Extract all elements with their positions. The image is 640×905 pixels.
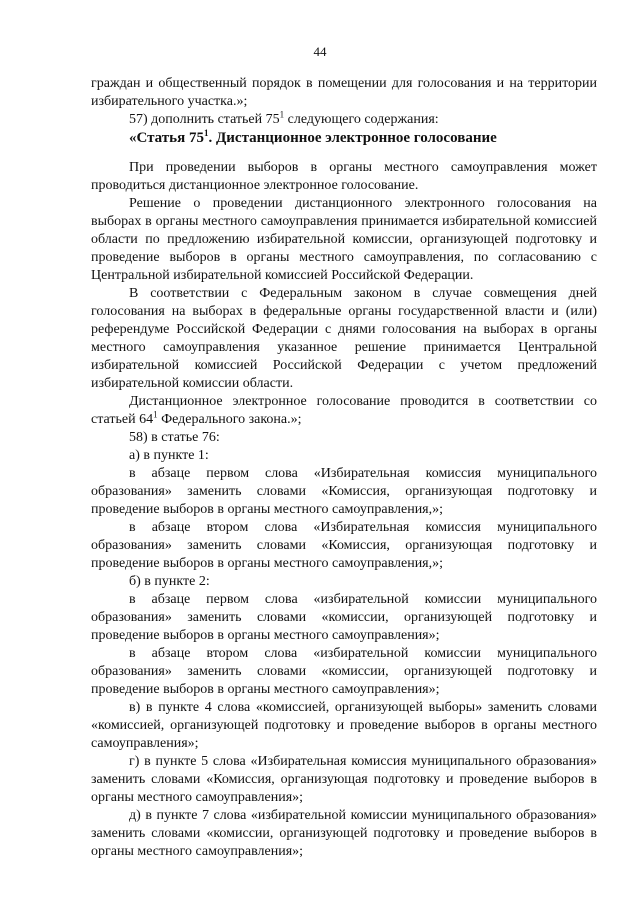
paragraph-item-b-1: в абзаце первом слова «избирательной комиссии муниципального образования» заменить словами «комиссии, организующей подготовку и проведение выборов в органы местного самоуправления»; xyxy=(91,592,597,643)
text-part: Федерального закона.»; xyxy=(157,412,302,427)
paragraph-amendment-57 xyxy=(91,111,597,129)
superscript: 1 xyxy=(279,109,285,120)
text-part: 57) дополнить статьей 75 xyxy=(129,112,280,127)
superscript: 1 xyxy=(203,128,209,138)
text-part: следующего содержания: xyxy=(284,112,439,127)
paragraph-article-4 xyxy=(91,393,597,429)
paragraph-continuation: граждан и общественный порядок в помещении для голосования и на территории избирательного участка.»; xyxy=(91,76,597,109)
paragraph-article-3: В соответствии с Федеральным законом в случае совмещения дней голосования на выборах в федеральные органы государственной власти и (или) референдуме Российской Федерации с днями голосования на выборах в органы местного самоуправления указанное решение принимается Центральной избирательной комиссией Российской Федерации с учетом предложений избирательной комиссии области. xyxy=(91,286,597,391)
paragraph-item-b-2: в абзаце втором слова «избирательной комиссии муниципального образования» заменить словами «комиссии, организующей подготовку и проведение выборов в органы местного самоуправления»; xyxy=(91,646,597,697)
paragraph-item-b: б) в пункте 2: xyxy=(129,574,210,589)
paragraph-item-a-1: в абзаце первом слова «Избирательная комиссия муниципального образования» заменить словами «Комиссия, организующая подготовку и проведение выборов в органы местного самоуправления,»; xyxy=(91,466,597,517)
paragraph-item-a: а) в пункте 1: xyxy=(129,448,209,463)
text-part: Дистанционное электронное голосование проводится в соответствии со статьей 64 xyxy=(91,394,597,427)
heading-part: . Дистанционное электронное голосование xyxy=(208,130,497,146)
paragraph-item-d: д) в пункте 7 слова «избирательной комиссии муниципального образования» заменить словами «комиссии, организующей подготовку и проведение выборов в органы местного самоуправления»; xyxy=(91,808,597,859)
paragraph-article-1: При проведении выборов в органы местного самоуправления может проводиться дистанционное электронное голосование. xyxy=(91,160,597,193)
heading-part: «Статья 75 xyxy=(129,130,204,146)
paragraph-item-g: г) в пункте 5 слова «Избирательная комиссия муниципального образования» заменить словами «Комиссия, организующая подготовку и проведение выборов в органы местного самоуправления»; xyxy=(91,754,597,805)
superscript: 1 xyxy=(153,409,158,420)
paragraph-amendment-58: 58) в статье 76: xyxy=(129,430,220,445)
paragraph-item-v: в) в пункте 4 слова «комиссией, организующей выборы» заменить словами «комиссией, организующей подготовку и проведение выборов в органы местного самоуправления»; xyxy=(91,700,597,751)
paragraph-article-2: Решение о проведении дистанционного электронного голосования на выборах в органы местного самоуправления принимается избирательной комиссией области по предложению избирательной комиссии, организующей подготовку и проведение выборов в органы местного самоуправления, по согласованию с Центральной избирательной комиссией Российской Федерации. xyxy=(91,196,597,283)
document-body xyxy=(91,75,597,861)
page-number: 44 xyxy=(313,44,327,59)
paragraph-item-a-2: в абзаце втором слова «Избирательная комиссия муниципального образования» заменить словами «Комиссия, организующая подготовку и проведение выборов в органы местного самоуправления,»; xyxy=(91,520,597,571)
article-heading xyxy=(91,129,597,147)
